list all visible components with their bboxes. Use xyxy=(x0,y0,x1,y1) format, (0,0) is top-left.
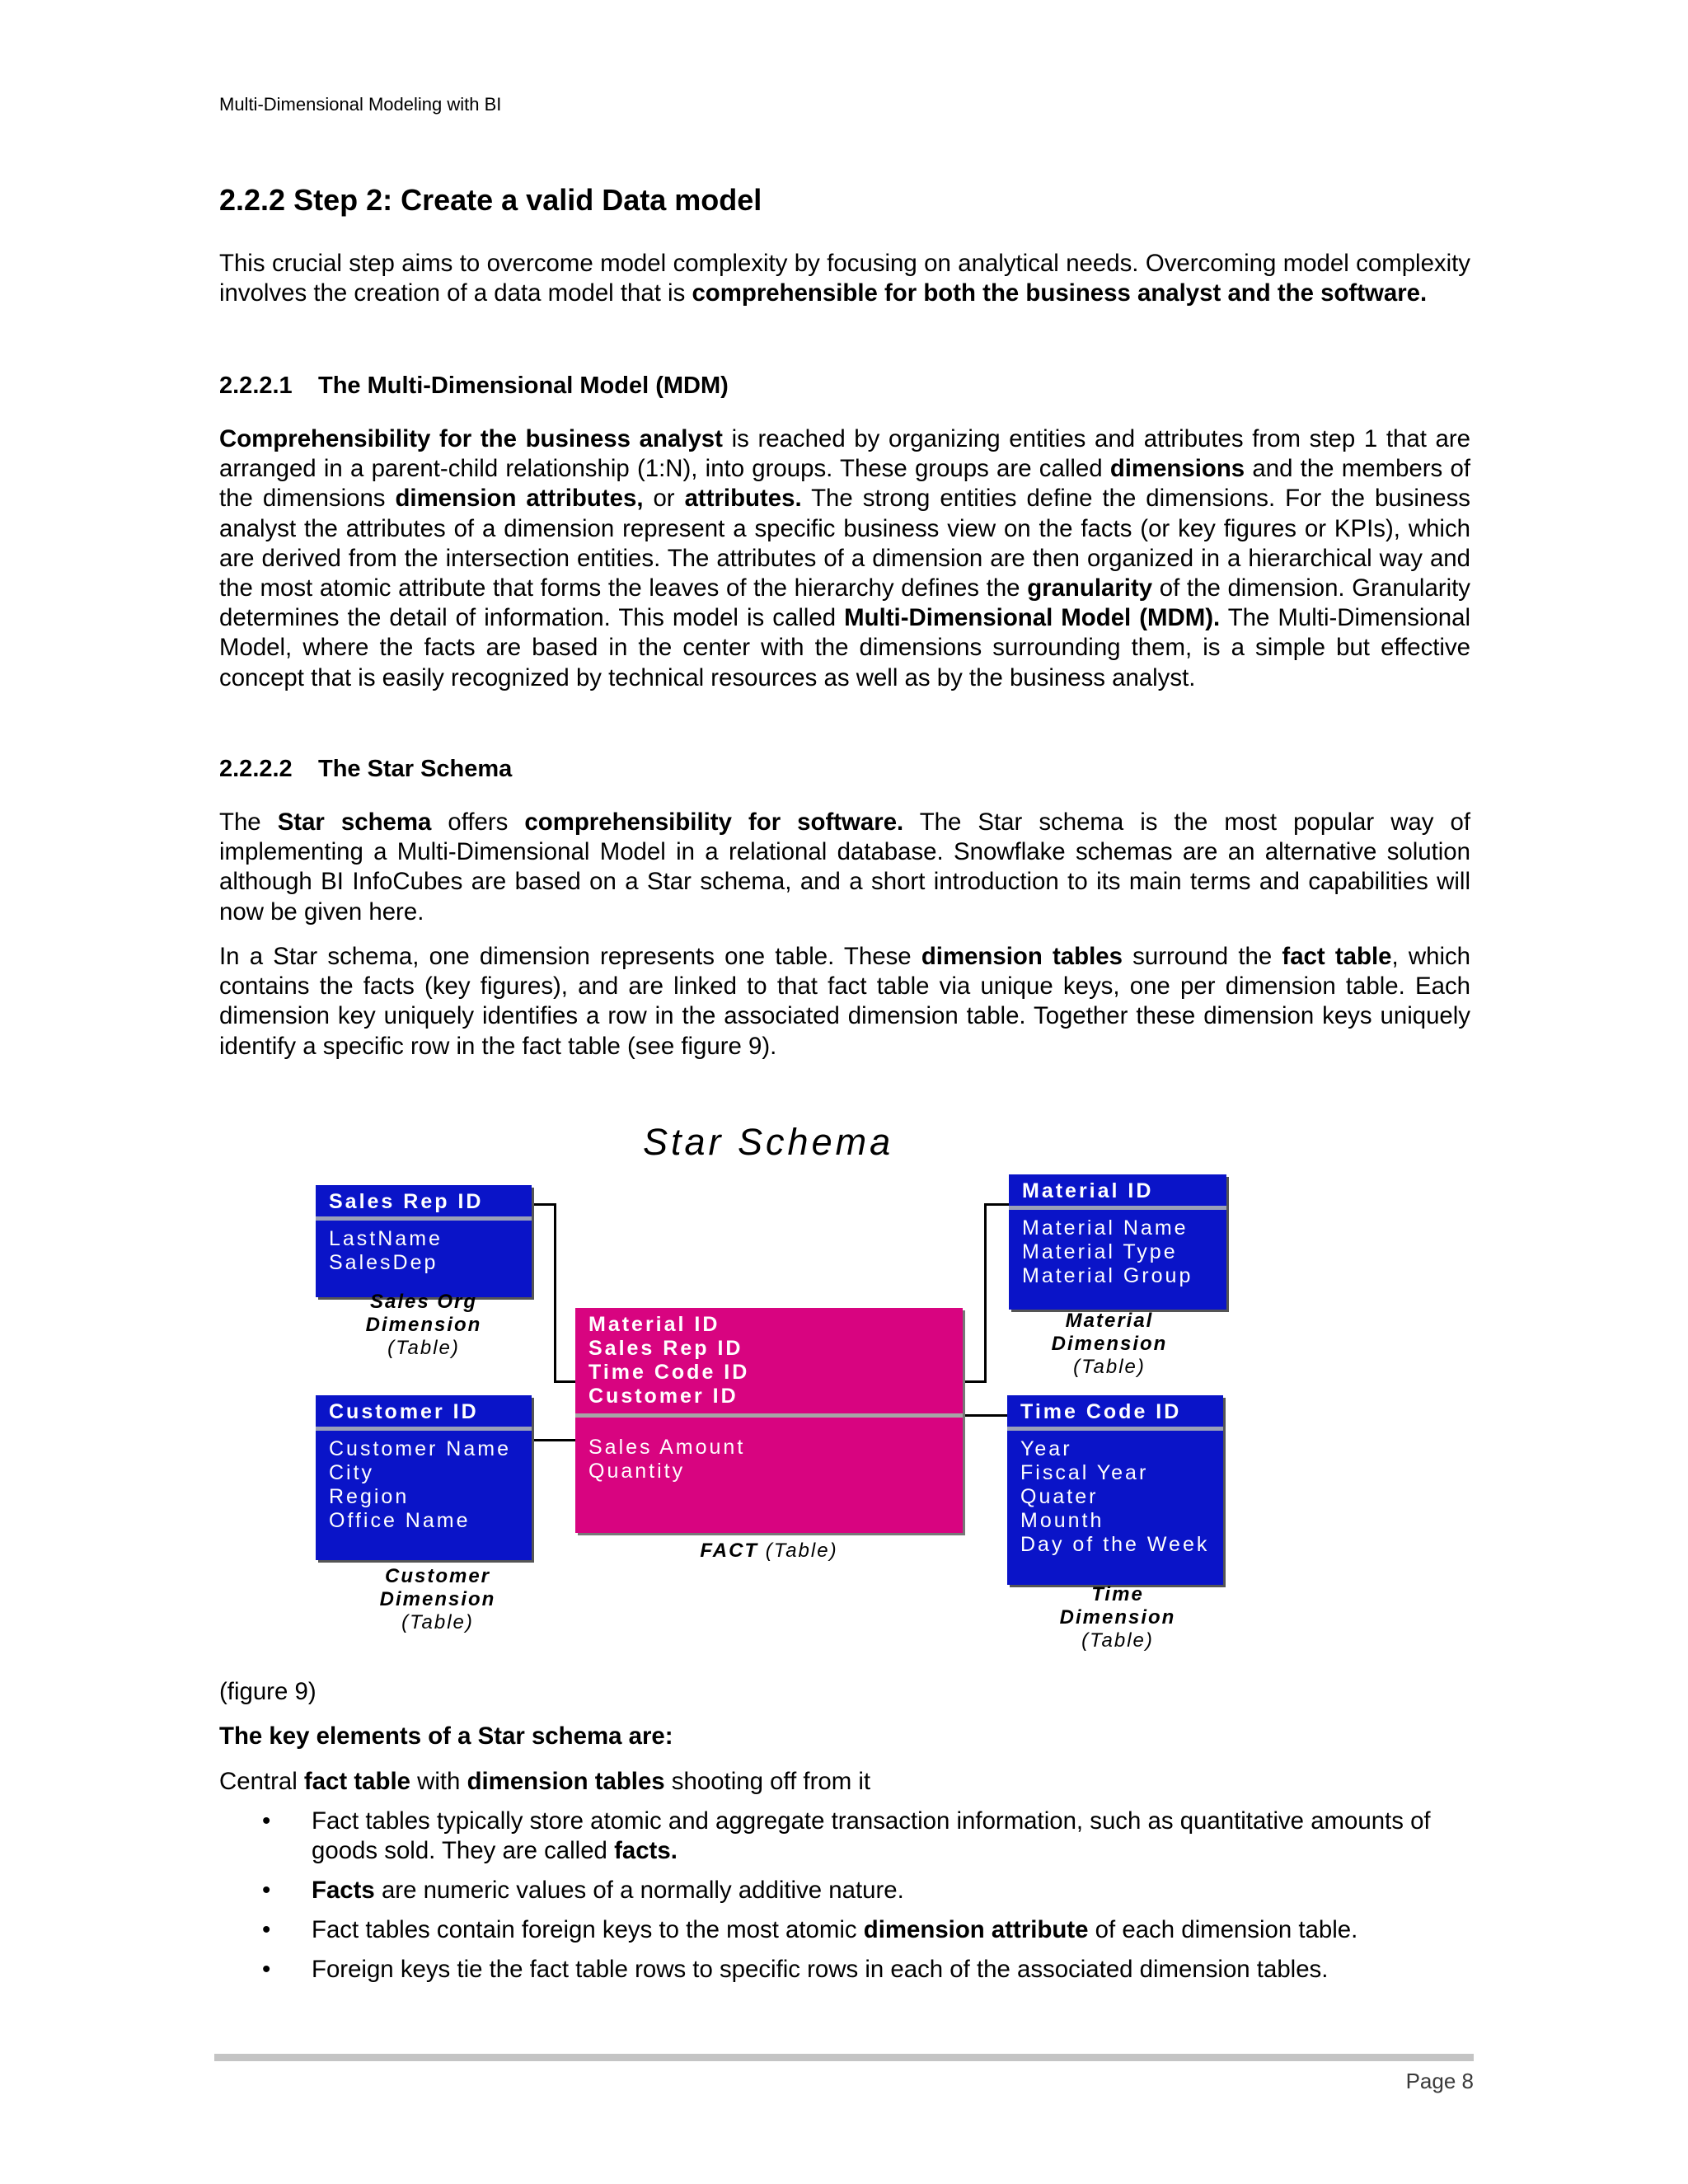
connector-time xyxy=(960,1414,1010,1417)
footer-rule xyxy=(214,2054,1474,2061)
sales-caption-line: Dimension xyxy=(365,1314,482,1336)
sales-caption xyxy=(316,1291,532,1360)
mdm-t2: and the members of the dimensions xyxy=(219,455,1470,513)
intro-text: This crucial step aims to overcome model complexity by focusing on analytical needs. Overcoming model complexity involves the creation of a data model that is xyxy=(219,250,1470,307)
customer-key: Customer ID xyxy=(329,1400,479,1423)
time-attributes xyxy=(1007,1431,1223,1563)
customer-caption-line: Dimension xyxy=(379,1588,496,1610)
material-key: Material ID xyxy=(1022,1179,1154,1202)
time-attr: Quater xyxy=(1020,1485,1099,1508)
sales-attr: SalesDep xyxy=(329,1251,438,1274)
fact-caption-table: (Table) xyxy=(765,1540,838,1562)
connector-material-vertical xyxy=(984,1203,987,1383)
li2-text: are numeric values of a normally additive nature. xyxy=(374,1877,904,1904)
diagram-title: Star Schema xyxy=(643,1121,894,1163)
customer-caption-table: (Table) xyxy=(401,1611,474,1633)
star-p2-t2: , which contains the facts (key figures), and are linked to that fact table via unique keys, one per dimension table. Each dimension key uniquely identifies a row in the associated dimension table. Together these dimension keys uniquely identify a specific row in the fact table (see figure 9). xyxy=(219,943,1471,1060)
key-elements-list xyxy=(262,1807,1474,1994)
fact-table xyxy=(575,1308,963,1533)
mdm-paragraph xyxy=(219,424,1470,693)
sales-key: Sales Rep ID xyxy=(329,1190,484,1213)
star-p1-t2: The Star schema is the most popular way of implementing a Multi-Dimensional Model in a relational database. Snowflake schemas are an alternative solution although BI InfoCubes are based on a Star schema, and a short introduction to its main terms and capabilities will now be given here. xyxy=(219,808,1471,926)
star-p1-b2: comprehensibility for software. xyxy=(524,808,904,836)
material-caption-line: Material xyxy=(1065,1310,1154,1332)
bullet-icon: • xyxy=(262,1916,271,1943)
bullet-icon: • xyxy=(262,1807,271,1835)
mdm-b6: Multi-Dimensional Model (MDM). xyxy=(844,604,1221,632)
customer-attr: Region xyxy=(329,1485,410,1508)
star-heading-number: 2.2.2.2 xyxy=(219,756,293,782)
material-caption-line: Dimension xyxy=(1051,1333,1168,1355)
fact-key: Customer ID xyxy=(588,1385,738,1408)
customer-attr: City xyxy=(329,1461,375,1484)
star-p1-b1: Star schema xyxy=(277,808,432,836)
star-paragraph-1 xyxy=(219,808,1470,927)
connector-fact-to-material xyxy=(960,1380,987,1383)
fact-keys xyxy=(575,1308,963,1413)
sales-attributes xyxy=(316,1221,532,1282)
customer-dimension-table xyxy=(316,1395,532,1560)
time-caption xyxy=(1009,1583,1226,1652)
mdm-t3: or xyxy=(643,485,685,513)
material-attr: Material Group xyxy=(1022,1264,1193,1287)
material-attr: Material Type xyxy=(1022,1240,1178,1263)
star-p2-b1: dimension tables xyxy=(921,943,1123,970)
fact-key: Time Code ID xyxy=(588,1361,750,1384)
mdm-b1: Comprehensibility for the business analyst xyxy=(219,425,723,452)
intro-paragraph xyxy=(219,249,1470,308)
customer-attributes xyxy=(316,1431,532,1540)
li3-text: Fact tables contain foreign keys to the most atomic xyxy=(312,1916,864,1943)
connector-sales-vertical xyxy=(554,1203,556,1383)
fact-key: Material ID xyxy=(588,1313,720,1336)
mdm-t5: of the dimension. Granularity determines the detail of information. This model is called xyxy=(219,574,1470,632)
connector-sales xyxy=(530,1203,556,1206)
li3-bold: dimension attribute xyxy=(863,1916,1089,1943)
star-paragraph-2 xyxy=(219,942,1470,1062)
mdm-heading-number: 2.2.2.1 xyxy=(219,373,293,399)
sales-dimension-table xyxy=(316,1185,532,1297)
list-item xyxy=(262,1915,1474,1945)
star-p2-t1: surround the xyxy=(1122,943,1282,970)
time-attr: Fiscal Year xyxy=(1020,1461,1149,1484)
key-elements-heading: The key elements of a Star schema are: xyxy=(219,1722,673,1750)
time-caption-table: (Table) xyxy=(1081,1629,1154,1652)
list-item xyxy=(262,1955,1474,1985)
connector-sales-to-fact xyxy=(554,1380,577,1383)
list-item xyxy=(262,1807,1474,1866)
li1-bold: facts. xyxy=(614,1837,678,1864)
customer-caption-line: Customer xyxy=(384,1565,491,1587)
figure-caption: (figure 9) xyxy=(219,1678,316,1705)
customer-attr: Customer Name xyxy=(329,1437,511,1460)
li1-text: Fact tables typically store atomic and aggregate transaction information, such as quantitative amounts of goods sold. They are called xyxy=(312,1807,1431,1864)
ke-b1: fact table xyxy=(303,1768,410,1795)
mdm-b3: dimension attributes, xyxy=(395,485,644,513)
sales-caption-table: (Table) xyxy=(387,1337,460,1359)
fact-attr: Sales Amount xyxy=(588,1436,746,1459)
bullet-icon: • xyxy=(262,1956,271,1983)
time-caption-line: Time xyxy=(1091,1583,1144,1605)
bullet-icon: • xyxy=(262,1877,271,1904)
material-attr: Material Name xyxy=(1022,1216,1189,1240)
li3-text-end: of each dimension table. xyxy=(1088,1916,1358,1943)
fact-caption-bold: FACT xyxy=(700,1540,759,1562)
mdm-b5: granularity xyxy=(1027,574,1153,602)
time-attr: Mounth xyxy=(1020,1509,1104,1532)
mdm-heading-title: The Multi-Dimensional Model (MDM) xyxy=(318,373,729,399)
time-key: Time Code ID xyxy=(1020,1400,1182,1423)
ke-t1: with xyxy=(410,1768,467,1795)
time-dimension-table xyxy=(1007,1395,1223,1585)
ke-t2: shooting off from it xyxy=(664,1768,871,1795)
star-p1-t1: offers xyxy=(431,808,525,836)
page-number: Page 8 xyxy=(1405,2069,1474,2093)
connector-customer xyxy=(530,1439,577,1441)
li4-text: Foreign keys tie the fact table rows to specific rows in each of the associated dimension tables. xyxy=(312,1956,1329,1983)
star-heading-title: The Star Schema xyxy=(318,756,513,782)
fact-attributes xyxy=(575,1418,963,1483)
time-attr: Year xyxy=(1020,1437,1072,1460)
star-p2-t0: In a Star schema, one dimension represents one table. These xyxy=(219,943,921,970)
material-caption-table: (Table) xyxy=(1073,1356,1146,1378)
mdm-t6: The Multi-Dimensional Model, where the facts are based in the center with the dimensions surrounding them, is a simple but effective concept that is easily recognized by technical resources as well as by the business analyst. xyxy=(219,604,1470,691)
mdm-b2: dimensions xyxy=(1109,455,1245,483)
connector-material xyxy=(984,1203,1009,1206)
intro-emphasis: comprehensible for both the business analyst and the software. xyxy=(692,279,1428,307)
ke-b2: dimension tables xyxy=(467,1768,665,1795)
mdm-b4: attributes. xyxy=(684,485,802,513)
star-heading xyxy=(219,756,512,783)
time-caption-line: Dimension xyxy=(1059,1606,1176,1629)
mdm-t1: is reached by organizing entities and attributes from step 1 that are arranged in a parent-child relationship (1:N), into groups. These groups are called xyxy=(219,425,1470,483)
customer-attr: Office Name xyxy=(329,1509,471,1532)
sales-attr: LastName xyxy=(329,1227,443,1250)
ke-t0: Central xyxy=(219,1768,304,1795)
section-heading: 2.2.2 Step 2: Create a valid Data model xyxy=(219,183,762,217)
key-elements-intro xyxy=(219,1768,870,1796)
material-caption xyxy=(1001,1310,1218,1379)
material-dimension-table xyxy=(1009,1174,1226,1310)
li2-bold: Facts xyxy=(312,1877,375,1904)
fact-caption xyxy=(575,1540,963,1563)
fact-key: Sales Rep ID xyxy=(588,1337,743,1360)
time-attr: Day of the Week xyxy=(1020,1533,1210,1556)
customer-caption xyxy=(330,1565,546,1634)
mdm-t4: The strong entities define the dimensions. For the business analyst the attributes of a dimension represent a specific business view on the facts (or key figures or KPIs), which are derived from the intersection entities. The attributes of a dimension are then organized in a hierarchical way and the most atomic attribute that forms the leaves of the hierarchy defines the xyxy=(219,485,1470,602)
star-p1-t0: The xyxy=(219,808,278,836)
mdm-heading xyxy=(219,373,729,400)
fact-attr: Quantity xyxy=(588,1460,686,1483)
sales-caption-line: Sales Org xyxy=(369,1291,478,1313)
star-p2-b2: fact table xyxy=(1282,943,1392,970)
list-item xyxy=(262,1876,1474,1905)
material-attributes xyxy=(1009,1210,1226,1295)
running-header: Multi-Dimensional Modeling with BI xyxy=(219,94,502,115)
